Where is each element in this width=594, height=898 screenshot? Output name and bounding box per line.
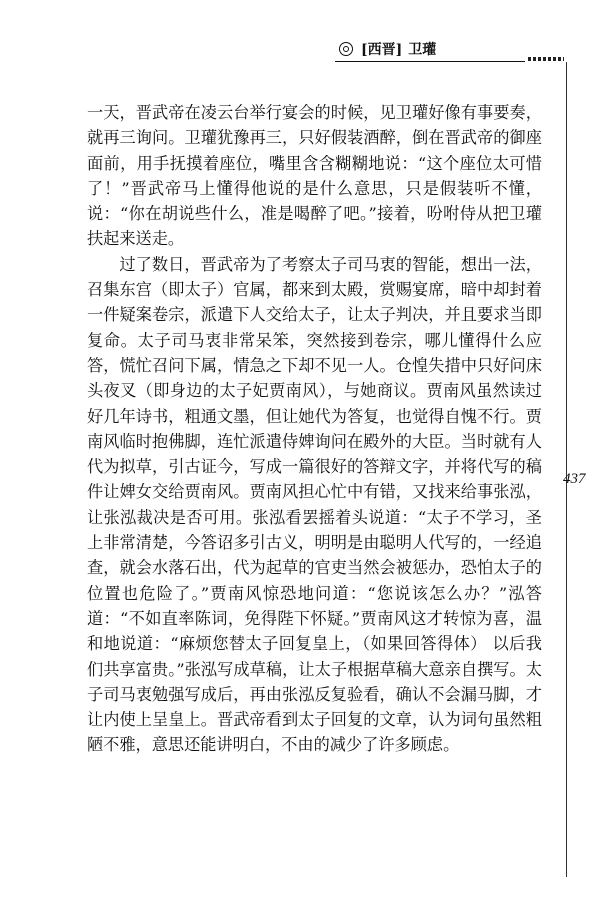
- double-circle-icon: [339, 42, 353, 56]
- header-rule: [335, 61, 525, 62]
- header-name: 卫瓘: [408, 42, 437, 58]
- header-dash-ornament: [528, 57, 564, 61]
- paragraph-2: 过了数日，晋武帝为了考察太子司马衷的智能，想出一法，召集东宫（即太子）官属，都来到太殿，赏赐宴席，暗中却封着一件疑案卷宗，派遣下人交给太子，让太子判决，并且要求当即复命。太子司马衷非常呆笨，突然接到卷宗，哪儿懂得什么应答，慌忙召问下属，情急之下却不见一人。仓惶失措中只好问床头夜叉（即身边的太子妃贾南风），与她商议。贾南风虽然读过好几年诗书，粗通文墨，但让她代为答复，也觉得自愧不行。贾南风临时抱佛脚，连忙派遣侍婢询问在殿外的大臣。当时就有人代为拟草，引古证今，写成一篇很好的答辩文字，并将代写的稿件让婢女交给贾南风。贾南风担心忙中有错，又找来给事张泓，让张泓裁决是否可用。张泓看罢摇着头说道：“太子不学习，圣上非常清楚，今答诏多引古义，明明是由聪明人代写的，一经追查，就会水落石出，代为起草的官吏当然会被惩办，恐怕太子的位置也危险了。”贾南风惊恐地问道：“您说该怎么办？”泓答道：“不如直率陈词，免得陛下怀疑。”贾南风这才转惊为喜，温和地说道：“麻烦您替太子回复皇上，（如果回答得体） 以后我们共享富贵。”张泓写成草稿，让太子根据草稿大意亲自撰写。太子司马衷勉强写成后，再由张泓反复验看，确认不会漏马脚，才让内使上呈皇上。晋武帝看到太子回复的文章，认为词句虽然粗陋不雅，意思还能讲明白，不由的减少了许多顾虑。: [87, 254, 542, 755]
- paragraph-1: 一天，晋武帝在凌云台举行宴会的时候，见卫瓘好像有事要奏，就再三询问。卫瓘犹豫再三，只好假装酒醉，倒在晋武帝的御座面前，用手抚摸着座位，嘴里含含糊糊地说：“这个座位太可惜了！”晋武帝马上懂得他说的是什么意思，只是假装听不懂，说：“你在胡说些什么，准是喝醉了吧。”接着，吩咐侍从把卫瓘扶起来送走。: [87, 103, 542, 249]
- running-header: [339, 38, 436, 60]
- side-rule: [566, 62, 567, 877]
- page-number: 437: [563, 471, 586, 487]
- body-text: [87, 100, 542, 758]
- header-dynasty: [西晋]: [361, 42, 403, 58]
